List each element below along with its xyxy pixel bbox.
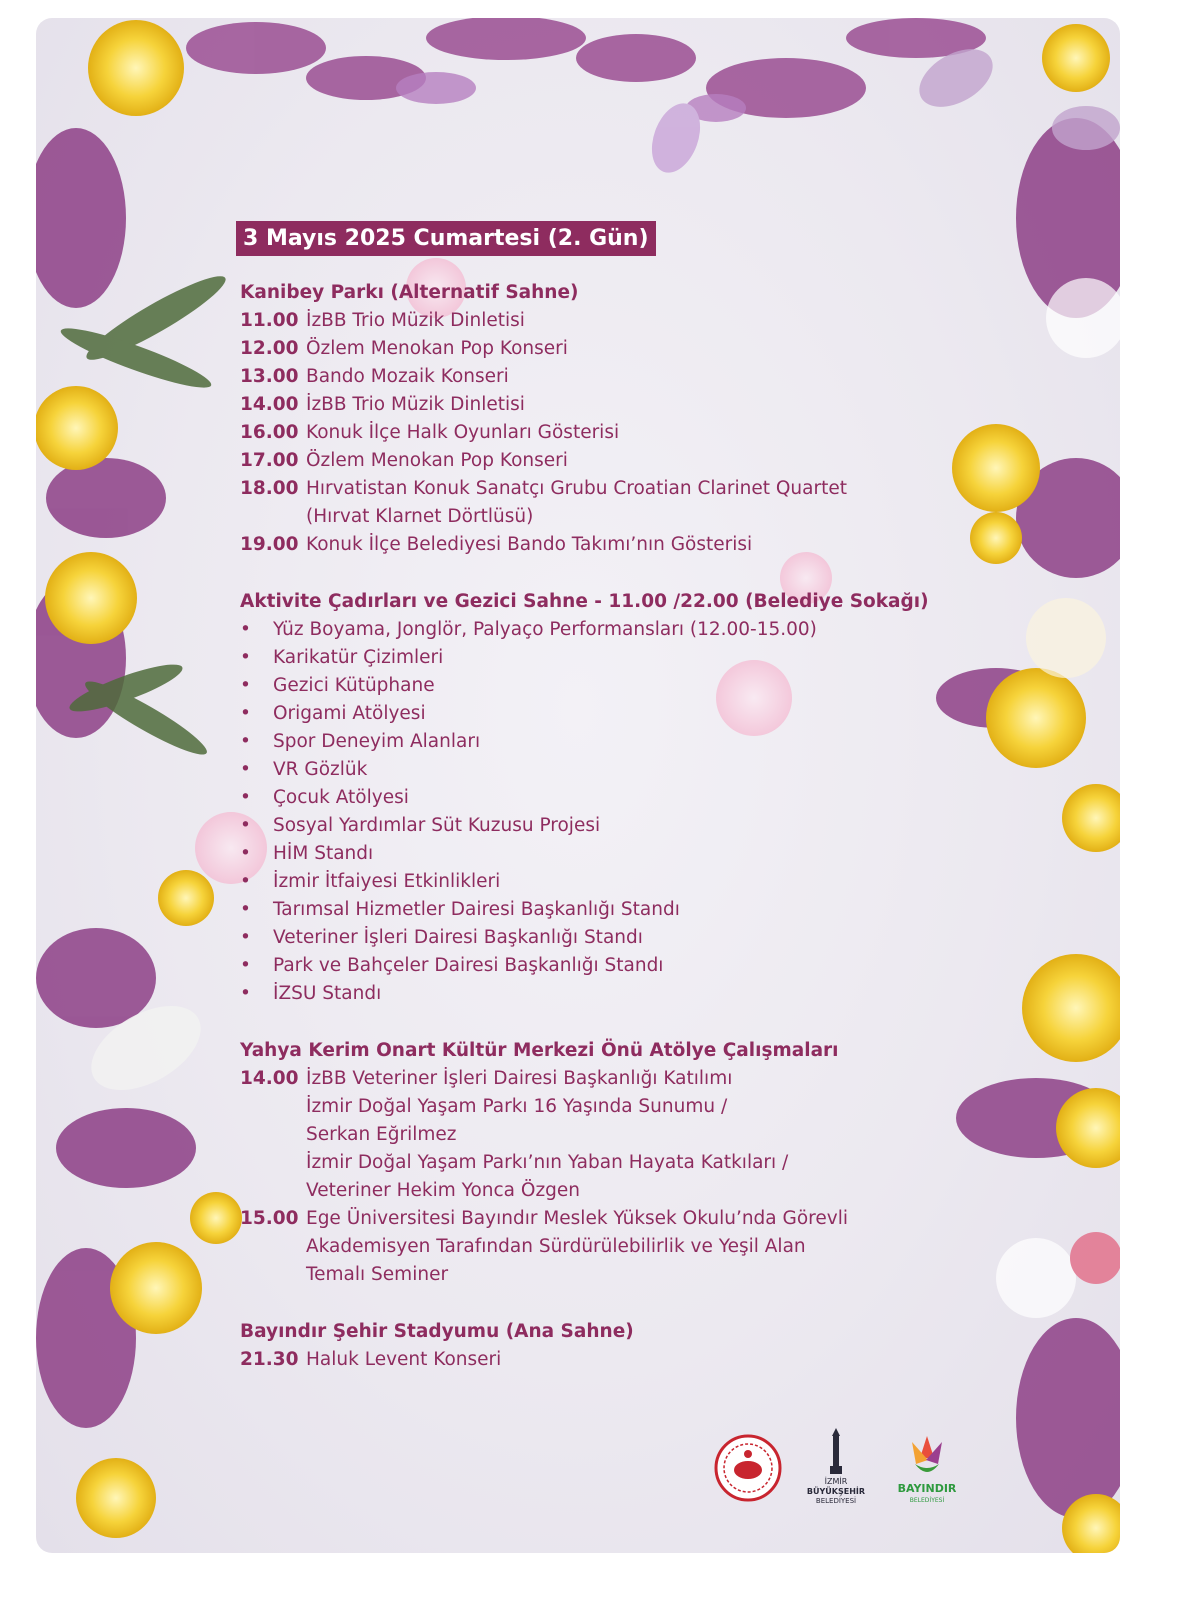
activity-label: Sosyal Yardımlar Süt Kuzusu Projesi [273, 815, 601, 836]
sponsor-logos [712, 1426, 972, 1516]
bullet-icon: • [240, 647, 251, 668]
event-title: Konuk İlçe Halk Oyunları Gösterisi [306, 422, 620, 443]
activity-label: Spor Deneyim Alanları [273, 731, 481, 752]
event-title: Ege Üniversitesi Bayındır Meslek Yüksek Okulu’nda Görevli [306, 1208, 848, 1229]
event-time: 16.00 [240, 422, 299, 443]
bayindir-logo-text-1: BAYINDIR [897, 1482, 957, 1495]
activity-label: Tarımsal Hizmetler Dairesi Başkanlığı Standı [273, 899, 680, 920]
event-time: 14.00 [240, 394, 299, 415]
activity-label: Çocuk Atölyesi [273, 787, 409, 808]
event-title: Haluk Levent Konseri [306, 1349, 502, 1370]
bullet-icon: • [240, 815, 251, 836]
event-title-continued: İzmir Doğal Yaşam Parkı’nın Yaban Hayata Katkıları / [306, 1152, 789, 1173]
bullet-icon: • [240, 787, 251, 808]
activity-label: İZSU Standı [273, 983, 382, 1004]
bullet-icon: • [240, 899, 251, 920]
section-heading-yahya-kerim: Yahya Kerim Onart Kültür Merkezi Önü Atölye Çalışmaları [240, 1040, 839, 1061]
date-banner: 3 Mayıs 2025 Cumartesi (2. Gün) [236, 221, 656, 256]
bullet-icon: • [240, 843, 251, 864]
event-time: 18.00 [240, 478, 299, 499]
event-title-continued: Akademisyen Tarafından Sürdürülebilirlik ve Yeşil Alan [306, 1236, 806, 1257]
event-time: 15.00 [240, 1208, 299, 1229]
event-title-continued: Veteriner Hekim Yonca Özgen [306, 1180, 581, 1201]
event-title-continued: (Hırvat Klarnet Dörtlüsü) [306, 506, 534, 527]
activity-label: Gezici Kütüphane [273, 675, 435, 696]
bullet-icon: • [240, 731, 251, 752]
event-title: İzBB Trio Müzik Dinletisi [306, 310, 525, 331]
event-time: 17.00 [240, 450, 299, 471]
activity-label: Veteriner İşleri Dairesi Başkanlığı Standı [273, 927, 643, 948]
governorship-seal-logo [716, 1436, 780, 1500]
event-time: 11.00 [240, 310, 299, 331]
bayindir-municipality-logo [898, 1436, 957, 1504]
bullet-icon: • [240, 955, 251, 976]
bullet-icon: • [240, 675, 251, 696]
izmir-metropolitan-logo [807, 1428, 865, 1505]
activity-label: Origami Atölyesi [273, 703, 426, 724]
activity-label: Park ve Bahçeler Dairesi Başkanlığı Standı [273, 955, 664, 976]
bullet-icon: • [240, 703, 251, 724]
section-heading-stadium: Bayındır Şehir Stadyumu (Ana Sahne) [240, 1321, 634, 1342]
activity-label: VR Gözlük [273, 759, 368, 780]
izmir-logo-text-3: BELEDİYESİ [815, 1497, 857, 1505]
bullet-icon: • [240, 759, 251, 780]
event-title-continued: Temalı Seminer [306, 1264, 449, 1285]
event-title: Özlem Menokan Pop Konseri [306, 338, 568, 359]
event-time: 12.00 [240, 338, 299, 359]
bullet-icon: • [240, 871, 251, 892]
event-time: 14.00 [240, 1068, 299, 1089]
activity-label: Karikatür Çizimleri [273, 647, 444, 668]
event-title: Bando Mozaik Konseri [306, 366, 509, 387]
event-time: 21.30 [240, 1349, 299, 1370]
bullet-icon: • [240, 983, 251, 1004]
section-heading-activities: Aktivite Çadırları ve Gezici Sahne - 11.00 /22.00 (Belediye Sokağı) [240, 591, 929, 612]
activity-label: HİM Standı [273, 843, 374, 864]
event-time: 13.00 [240, 366, 299, 387]
event-time: 19.00 [240, 534, 299, 555]
event-title-continued: Serkan Eğrilmez [306, 1124, 457, 1145]
event-title: İzBB Veteriner İşleri Dairesi Başkanlığı Katılımı [306, 1068, 733, 1089]
bayindir-logo-text-2: BELEDİYESİ [909, 1497, 945, 1504]
event-title-continued: İzmir Doğal Yaşam Parkı 16 Yaşında Sunumu / [306, 1096, 728, 1117]
izmir-logo-text-1: İZMİR [824, 1477, 848, 1486]
activity-label: İzmir İtfaiyesi Etkinlikleri [273, 871, 501, 892]
izmir-logo-text-2: BÜYÜKŞEHİR [806, 1487, 866, 1496]
event-title: Hırvatistan Konuk Sanatçı Grubu Croatian Clarinet Quartet [306, 478, 847, 499]
bullet-icon: • [240, 619, 251, 640]
event-title: Konuk İlçe Belediyesi Bando Takımı’nın Gösterisi [306, 534, 753, 555]
poster [36, 18, 1120, 1553]
activity-label: Yüz Boyama, Jonglör, Palyaço Performansları (12.00-15.00) [273, 619, 817, 640]
event-title: İzBB Trio Müzik Dinletisi [306, 394, 525, 415]
event-title: Özlem Menokan Pop Konseri [306, 450, 568, 471]
bullet-icon: • [240, 927, 251, 948]
section-heading-kanibey: Kanibey Parkı (Alternatif Sahne) [240, 282, 579, 303]
